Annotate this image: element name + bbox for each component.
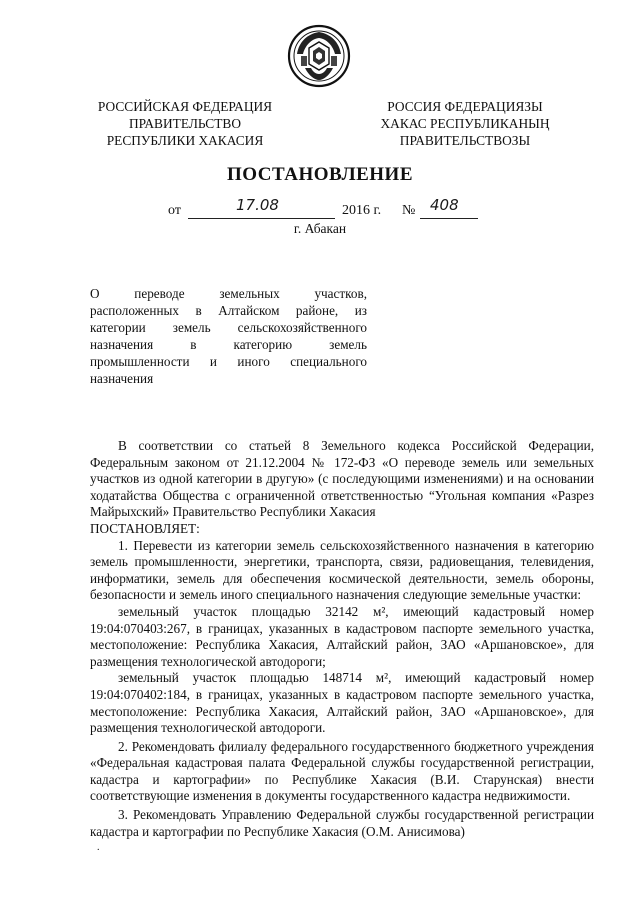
coat-of-arms-icon: [287, 24, 351, 88]
page-mark: .: [97, 842, 100, 853]
date-year: 2016 г.: [342, 203, 382, 218]
handwritten-number: 408: [430, 196, 459, 214]
date-from-label: от: [168, 203, 181, 218]
document-title: ПОСТАНОВЛЕНИЕ: [226, 164, 414, 185]
paragraph-plot-2: земельный участок площадью 148714 м², имеющий кадастровый номер 19:04:070402:184, в границах, указанных в кадастровом паспорте земельного участка, местоположение: Республика Хакасия, Алтайский район, ЗАО «Аршановское», для размещения технологической автодороги.: [90, 670, 594, 736]
header-left: [80, 98, 290, 149]
subject-line: расположенных в Алтайском районе, из: [90, 303, 367, 318]
subject-line: назначения: [90, 371, 154, 386]
subject-line: промышленности и иного специального: [90, 354, 367, 369]
paragraph-item-2: 2. Рекомендовать филиалу федерального государственного бюджетного учреждения «Федеральная кадастровая палата Федеральной службы государственной регистрации, кадастра и картографии» по Республике Хакасия (В.И. Старунская) внести соответствующие изменения в документы государственного кадастра недвижимости.: [90, 738, 594, 804]
handwritten-date: 17.08: [236, 196, 279, 214]
header-left-line: РОССИЙСКАЯ ФЕДЕРАЦИЯ: [97, 99, 273, 114]
document-body: [90, 438, 594, 840]
paragraph-item-3: 3. Рекомендовать Управлению Федеральной службы государственной регистрации кадастра и картографии по Республике Хакасия (О.М. Анисимова): [90, 807, 594, 839]
header-right-line: ХАКАС РЕСПУБЛИКАНЫҢ: [380, 116, 550, 131]
header-right: [360, 98, 570, 149]
subject-line: назначения в категорию земель: [90, 337, 367, 352]
header-left-line: РЕСПУБЛИКИ ХАКАСИЯ: [106, 133, 264, 148]
header-left-line: ПРАВИТЕЛЬСТВО: [128, 116, 241, 131]
subject-block: [90, 285, 367, 387]
header-right-line: ПРАВИТЕЛЬСТВОЗЫ: [399, 133, 531, 148]
header-right-line: РОССИЯ ФЕДЕРАЦИЯЗЫ: [387, 99, 543, 114]
subject-line: О переводе земельных участков,: [90, 286, 367, 301]
subject-line: категории земель сельскохозяйственного: [90, 320, 367, 335]
city: г. Абакан: [293, 221, 347, 236]
number-label: №: [402, 203, 416, 218]
paragraph-preamble: В соответствии со статьей 8 Земельного кодекса Российской Федерации, Федеральным законом от 21.12.2004 № 172-ФЗ «О переводе земель или земельных участков из одной категории в другую» (с последующими изменениями) и на основании ходатайства Общества с ограниченной ответственностью “Угольная компания «Разрез Майрыхский» Правительство Республики Хакасия: [90, 438, 594, 520]
paragraph-item-1: 1. Перевести из категории земель сельскохозяйственного назначения в категорию земель промышленности, энергетики, транспорта, связи, радиовещания, телевидения, информатики, земель для обеспечения космической деятельности, земель обороны, безопасности и земель иного специального назначения следующие земельные участки:: [90, 537, 594, 603]
paragraph-resolves: ПОСТАНОВЛЯЕТ:: [90, 520, 200, 536]
paragraph-plot-1: земельный участок площадью 32142 м², имеющий кадастровый номер 19:04:070403:267, в границах, указанных в кадастровом паспорте земельного участка, местоположение: Республика Хакасия, Алтайский район, ЗАО «Аршановское», для размещения технологической автодороги;: [90, 603, 594, 669]
